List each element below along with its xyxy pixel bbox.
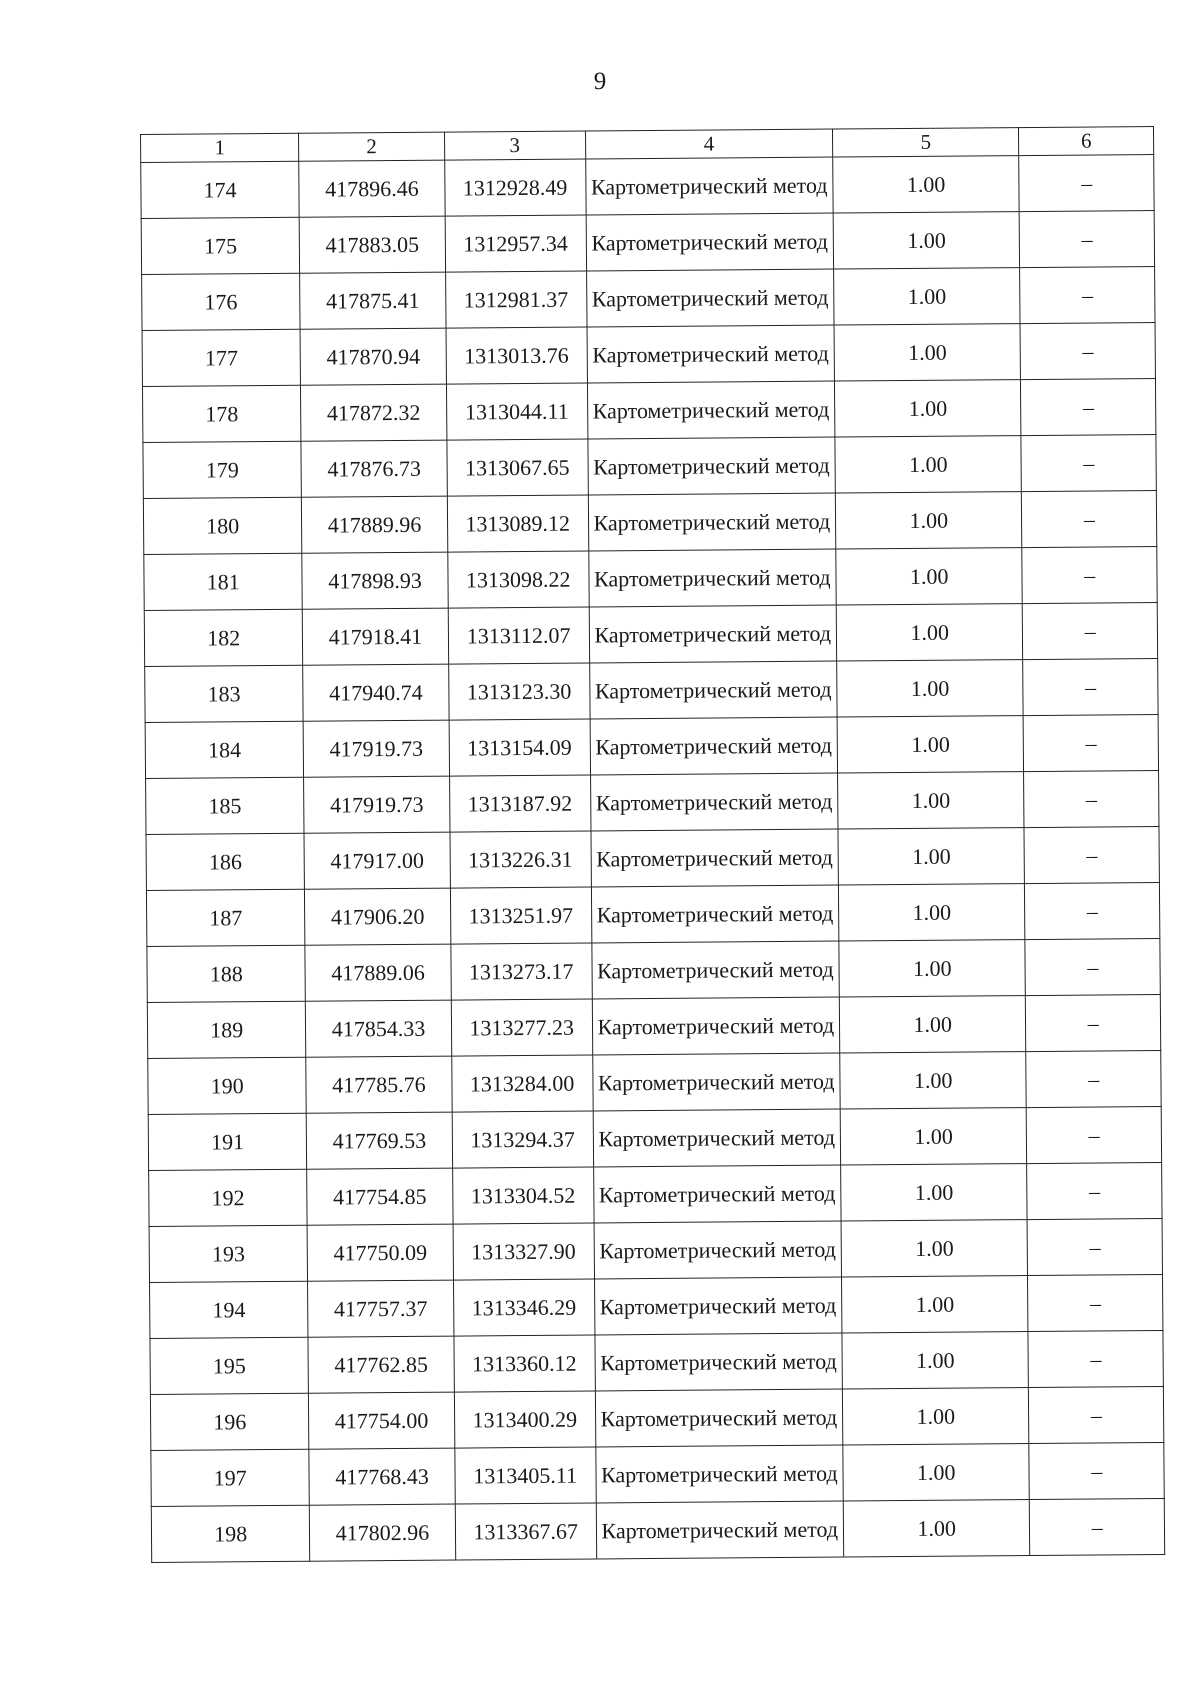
y-coordinate-cell: 1313327.90 bbox=[453, 1223, 594, 1280]
note-cell: – bbox=[1026, 1051, 1161, 1108]
method-cell: Картометрический метод bbox=[586, 213, 834, 271]
accuracy-cell: 1.00 bbox=[843, 1444, 1030, 1501]
accuracy-cell: 1.00 bbox=[837, 660, 1024, 717]
note-cell: – bbox=[1028, 1275, 1163, 1332]
x-coordinate-cell: 417940.74 bbox=[303, 664, 449, 721]
y-coordinate-cell: 1313360.12 bbox=[454, 1335, 595, 1392]
accuracy-cell: 1.00 bbox=[833, 212, 1020, 269]
method-cell: Картометрический метод bbox=[585, 157, 833, 215]
x-coordinate-cell: 417889.96 bbox=[302, 496, 448, 553]
y-coordinate-cell: 1313123.30 bbox=[448, 663, 589, 720]
note-cell: – bbox=[1019, 155, 1154, 212]
coordinates-table bbox=[140, 126, 1165, 1563]
x-coordinate-cell: 417762.85 bbox=[308, 1336, 454, 1393]
x-coordinate-cell: 417896.46 bbox=[299, 160, 445, 217]
y-coordinate-cell: 1313284.00 bbox=[451, 1055, 592, 1112]
table-row bbox=[147, 995, 1160, 1059]
x-coordinate-cell: 417906.20 bbox=[305, 888, 451, 945]
accuracy-cell: 1.00 bbox=[834, 324, 1021, 381]
x-coordinate-cell: 417769.53 bbox=[307, 1112, 453, 1169]
table-row bbox=[150, 1331, 1163, 1395]
table-row bbox=[149, 1219, 1162, 1283]
method-cell: Картометрический метод bbox=[588, 493, 836, 551]
accuracy-cell: 1.00 bbox=[841, 1164, 1028, 1221]
x-coordinate-cell: 417919.73 bbox=[304, 776, 450, 833]
method-cell: Картометрический метод bbox=[591, 885, 839, 943]
point-number-cell: 182 bbox=[144, 609, 303, 666]
method-cell: Картометрический метод bbox=[587, 325, 835, 383]
coordinates-sheet bbox=[140, 126, 1165, 1563]
table-row bbox=[142, 379, 1155, 443]
note-cell: – bbox=[1025, 939, 1160, 996]
point-number-cell: 198 bbox=[151, 1505, 310, 1562]
y-coordinate-cell: 1313067.65 bbox=[447, 439, 588, 496]
point-number-cell: 194 bbox=[150, 1281, 309, 1338]
note-cell: – bbox=[1020, 211, 1155, 268]
point-number-cell: 175 bbox=[141, 217, 300, 274]
method-cell: Картометрический метод bbox=[589, 661, 837, 719]
note-cell: – bbox=[1026, 995, 1161, 1052]
accuracy-cell: 1.00 bbox=[838, 884, 1025, 941]
y-coordinate-cell: 1313405.11 bbox=[455, 1447, 596, 1504]
table-row bbox=[148, 1107, 1161, 1171]
accuracy-cell: 1.00 bbox=[835, 492, 1022, 549]
table-row bbox=[141, 211, 1154, 275]
method-cell: Картометрический метод bbox=[596, 1501, 844, 1559]
table-row bbox=[150, 1387, 1163, 1451]
accuracy-cell: 1.00 bbox=[841, 1276, 1028, 1333]
method-cell: Картометрический метод bbox=[593, 1109, 841, 1167]
point-number-cell: 190 bbox=[148, 1057, 307, 1114]
x-coordinate-cell: 417768.43 bbox=[309, 1448, 455, 1505]
header-col-1: 1 bbox=[141, 133, 300, 162]
y-coordinate-cell: 1313251.97 bbox=[450, 887, 591, 944]
note-cell: – bbox=[1020, 267, 1155, 324]
y-coordinate-cell: 1313346.29 bbox=[453, 1279, 594, 1336]
x-coordinate-cell: 417876.73 bbox=[301, 440, 447, 497]
x-coordinate-cell: 417918.41 bbox=[303, 608, 449, 665]
point-number-cell: 192 bbox=[149, 1169, 308, 1226]
method-cell: Картометрический метод bbox=[595, 1389, 843, 1447]
point-number-cell: 183 bbox=[145, 665, 304, 722]
note-cell: – bbox=[1028, 1331, 1163, 1388]
method-cell: Картометрический метод bbox=[594, 1277, 842, 1335]
y-coordinate-cell: 1313367.67 bbox=[455, 1503, 596, 1560]
method-cell: Картометрический метод bbox=[590, 773, 838, 831]
y-coordinate-cell: 1313112.07 bbox=[448, 607, 589, 664]
accuracy-cell: 1.00 bbox=[843, 1500, 1030, 1557]
x-coordinate-cell: 417750.09 bbox=[307, 1224, 453, 1281]
point-number-cell: 197 bbox=[151, 1449, 310, 1506]
y-coordinate-cell: 1313044.11 bbox=[446, 383, 587, 440]
x-coordinate-cell: 417757.37 bbox=[308, 1280, 454, 1337]
method-cell: Картометрический метод bbox=[595, 1333, 843, 1391]
x-coordinate-cell: 417854.33 bbox=[306, 1000, 452, 1057]
note-cell: – bbox=[1024, 715, 1159, 772]
method-cell: Картометрический метод bbox=[592, 997, 840, 1055]
accuracy-cell: 1.00 bbox=[840, 1052, 1027, 1109]
table-row bbox=[145, 715, 1158, 779]
note-cell: – bbox=[1022, 547, 1157, 604]
accuracy-cell: 1.00 bbox=[837, 772, 1024, 829]
accuracy-cell: 1.00 bbox=[833, 156, 1020, 213]
method-cell: Картометрический метод bbox=[589, 605, 837, 663]
y-coordinate-cell: 1313273.17 bbox=[451, 943, 592, 1000]
accuracy-cell: 1.00 bbox=[836, 604, 1023, 661]
note-cell: – bbox=[1030, 1498, 1165, 1555]
accuracy-cell: 1.00 bbox=[838, 828, 1025, 885]
note-cell: – bbox=[1027, 1107, 1162, 1164]
point-number-cell: 186 bbox=[146, 833, 305, 890]
table-row bbox=[144, 603, 1157, 667]
table-row bbox=[142, 267, 1155, 331]
table-row bbox=[150, 1275, 1163, 1339]
note-cell: – bbox=[1029, 1387, 1164, 1444]
note-cell: – bbox=[1025, 883, 1160, 940]
header-col-5: 5 bbox=[832, 128, 1019, 157]
table-row bbox=[143, 491, 1156, 555]
note-cell: – bbox=[1024, 771, 1159, 828]
accuracy-cell: 1.00 bbox=[842, 1388, 1029, 1445]
y-coordinate-cell: 1313304.52 bbox=[452, 1167, 593, 1224]
x-coordinate-cell: 417754.00 bbox=[309, 1392, 455, 1449]
header-col-3: 3 bbox=[444, 131, 585, 160]
accuracy-cell: 1.00 bbox=[840, 1108, 1027, 1165]
accuracy-cell: 1.00 bbox=[834, 268, 1021, 325]
accuracy-cell: 1.00 bbox=[841, 1220, 1028, 1277]
point-number-cell: 177 bbox=[142, 329, 301, 386]
note-cell: – bbox=[1028, 1219, 1163, 1276]
y-coordinate-cell: 1313013.76 bbox=[446, 327, 587, 384]
point-number-cell: 185 bbox=[146, 777, 305, 834]
y-coordinate-cell: 1313277.23 bbox=[451, 999, 592, 1056]
accuracy-cell: 1.00 bbox=[835, 436, 1022, 493]
accuracy-cell: 1.00 bbox=[837, 716, 1024, 773]
method-cell: Картометрический метод bbox=[594, 1221, 842, 1279]
point-number-cell: 180 bbox=[143, 497, 302, 554]
point-number-cell: 193 bbox=[149, 1225, 308, 1282]
point-number-cell: 189 bbox=[147, 1001, 306, 1058]
method-cell: Картометрический метод bbox=[592, 1053, 840, 1111]
y-coordinate-cell: 1312957.34 bbox=[445, 215, 586, 272]
method-cell: Картометрический метод bbox=[592, 941, 840, 999]
table-body bbox=[141, 155, 1165, 1563]
y-coordinate-cell: 1313098.22 bbox=[447, 551, 588, 608]
table-row bbox=[151, 1442, 1164, 1506]
note-cell: – bbox=[1023, 603, 1158, 660]
accuracy-cell: 1.00 bbox=[839, 940, 1026, 997]
table-row bbox=[144, 547, 1157, 611]
y-coordinate-cell: 1313226.31 bbox=[450, 831, 591, 888]
point-number-cell: 179 bbox=[143, 441, 302, 498]
y-coordinate-cell: 1313187.92 bbox=[449, 775, 590, 832]
y-coordinate-cell: 1313400.29 bbox=[454, 1391, 595, 1448]
point-number-cell: 181 bbox=[144, 553, 303, 610]
method-cell: Картометрический метод bbox=[586, 269, 834, 327]
point-number-cell: 174 bbox=[141, 161, 300, 218]
table-row bbox=[145, 659, 1158, 723]
x-coordinate-cell: 417785.76 bbox=[306, 1056, 452, 1113]
accuracy-cell: 1.00 bbox=[834, 380, 1021, 437]
point-number-cell: 195 bbox=[150, 1337, 309, 1394]
accuracy-cell: 1.00 bbox=[839, 996, 1026, 1053]
header-col-2: 2 bbox=[299, 132, 445, 161]
note-cell: – bbox=[1021, 379, 1156, 436]
note-cell: – bbox=[1021, 435, 1156, 492]
method-cell: Картометрический метод bbox=[591, 829, 839, 887]
y-coordinate-cell: 1313089.12 bbox=[447, 495, 588, 552]
x-coordinate-cell: 417919.73 bbox=[303, 720, 449, 777]
x-coordinate-cell: 417898.93 bbox=[302, 552, 448, 609]
y-coordinate-cell: 1313154.09 bbox=[449, 719, 590, 776]
y-coordinate-cell: 1313294.37 bbox=[452, 1111, 593, 1168]
note-cell: – bbox=[1021, 323, 1156, 380]
note-cell: – bbox=[1027, 1163, 1162, 1220]
accuracy-cell: 1.00 bbox=[842, 1332, 1029, 1389]
method-cell: Картометрический метод bbox=[587, 381, 835, 439]
table-row bbox=[146, 883, 1159, 947]
x-coordinate-cell: 417917.00 bbox=[304, 832, 450, 889]
x-coordinate-cell: 417802.96 bbox=[310, 1504, 456, 1561]
y-coordinate-cell: 1312928.49 bbox=[444, 159, 585, 216]
point-number-cell: 184 bbox=[145, 721, 304, 778]
method-cell: Картометрический метод bbox=[588, 549, 836, 607]
table-row bbox=[146, 771, 1159, 835]
note-cell: – bbox=[1024, 827, 1159, 884]
note-cell: – bbox=[1029, 1442, 1164, 1499]
note-cell: – bbox=[1022, 491, 1157, 548]
method-cell: Картометрический метод bbox=[593, 1165, 841, 1223]
note-cell: – bbox=[1023, 659, 1158, 716]
table-row bbox=[142, 323, 1155, 387]
x-coordinate-cell: 417754.85 bbox=[307, 1168, 453, 1225]
point-number-cell: 188 bbox=[147, 945, 306, 1002]
x-coordinate-cell: 417875.41 bbox=[300, 272, 446, 329]
table-row bbox=[143, 435, 1156, 499]
method-cell: Картометрический метод bbox=[595, 1445, 843, 1503]
method-cell: Картометрический метод bbox=[588, 437, 836, 495]
method-cell: Картометрический метод bbox=[590, 717, 838, 775]
table-row bbox=[141, 155, 1154, 219]
point-number-cell: 187 bbox=[146, 889, 305, 946]
x-coordinate-cell: 417889.06 bbox=[305, 944, 451, 1001]
table-row bbox=[146, 827, 1159, 891]
point-number-cell: 196 bbox=[150, 1393, 309, 1450]
y-coordinate-cell: 1312981.37 bbox=[445, 271, 586, 328]
table-row bbox=[148, 1051, 1161, 1115]
accuracy-cell: 1.00 bbox=[836, 548, 1023, 605]
x-coordinate-cell: 417883.05 bbox=[300, 216, 446, 273]
x-coordinate-cell: 417870.94 bbox=[300, 328, 446, 385]
point-number-cell: 191 bbox=[148, 1113, 307, 1170]
page-number: 9 bbox=[593, 68, 607, 95]
point-number-cell: 176 bbox=[142, 273, 301, 330]
point-number-cell: 178 bbox=[142, 385, 301, 442]
table-row bbox=[149, 1163, 1162, 1227]
table-row bbox=[151, 1498, 1164, 1562]
x-coordinate-cell: 417872.32 bbox=[301, 384, 447, 441]
table-row bbox=[147, 939, 1160, 1003]
header-col-6: 6 bbox=[1019, 127, 1154, 156]
header-col-4: 4 bbox=[585, 129, 832, 159]
